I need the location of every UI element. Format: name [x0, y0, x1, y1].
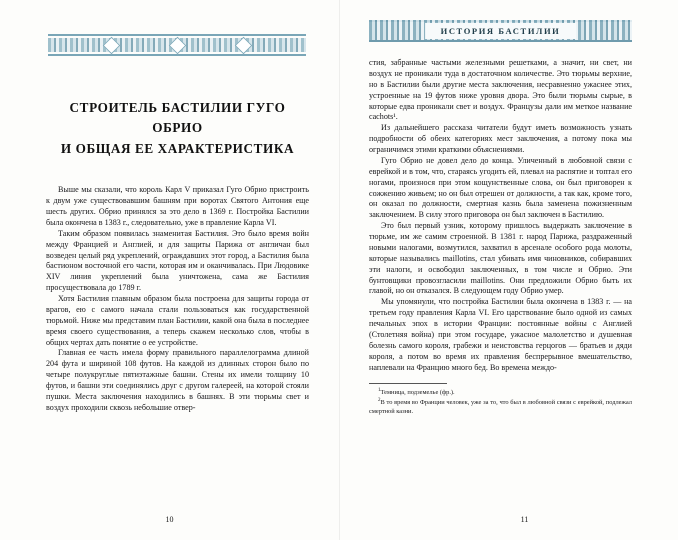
left-body-text [46, 185, 309, 413]
chapter-title [46, 98, 309, 159]
footnote-marker: 2 [378, 398, 381, 404]
paragraph: Мы упомянули, что постройка Бастилии была окончена в 1383 г. — на третьем году правления Карла VI. Его царствование было одной из самых печальных эпох в истории Франции: постоянные войны с Англией (Столетняя война) при этом государе, ужасное малолетство и душевная болезнь самого короля, грабежи и неистовства герцогов — братьев и дяди короля, а потом во время их правления беспрерывное вмешательство, наплевали на Францию много бед. Во времена междо- [369, 297, 632, 372]
running-head-edge-bottom [369, 40, 632, 42]
footnote-text: В то время во Франции человек, уже за то, что был в любовной связи с еврейкой, подлежал смертной казни. [369, 399, 632, 415]
running-head [369, 20, 632, 44]
footnote-item [369, 388, 632, 398]
footnote-text: Темница, подземелье (фр.). [380, 389, 455, 397]
right-body-text [369, 58, 632, 373]
paragraph: Таким образом появилась знаменитая Бастилия. Это было время войн между Францией и Англией, и для защиты Парижа от англичан был возведен целый ряд укреплений, ограждавших этот город, а Бастилия была бастионом восточной его части, которая им и оканчивалась. При Людовике XIV линия укреплений была уничтожена, сама же Бастилия просуществовала до 1789 г. [46, 228, 309, 293]
page-number-right: 11 [520, 515, 529, 524]
page-number-left: 10 [165, 515, 174, 524]
paragraph: Хотя Бастилия главным образом была построена для защиты города от врагов, ею с самого начала стали пользоваться как государственной тюрьмой. Ниже мы представим план Бастилии, какой она была в последнее время своего существования, а теперь скажем несколько слов, чтобы в общих чертах дать понятие о ее устройстве. [46, 294, 309, 347]
paragraph: стия, забранные частыми железными решетками, а значит, ни свет, ни воздух не проникали туда в достаточном количестве. Это тюрьмы верхние, но в Бастилии были другие места заключения, несравненно ужаснее этих, устроенные на 19 футов ниже уровня двора. Это были тюрьмы сырые, в которые едва проникали свет и воздух. Французы дали им меткое название cachots¹. [369, 58, 632, 122]
ornament-band [48, 32, 306, 58]
right-page [339, 0, 678, 540]
paragraph: Это был первый узник, которому пришлось выдержать заключение в тюрьме, им же самим строенной. В 1381 г. народ Парижа, раздраженный новыми налогами, возмутился, захватил в арсенале особого рода молоты, которые назывались maillotins, стал убивать имя чиновников, собиравших эти налоги, и освободил заключенных, в том числе и Обрио. Эти бунтовщики провозгласили maillotins. Они предложили Обрио быть их главой, но он отказался. В следующем году Обрио умер. [369, 221, 632, 296]
footnote-marker: 1 [378, 388, 381, 394]
paragraph: Выше мы сказали, что король Карл V приказал Гуго Обрио пристроить к двум уже существовавшим башням при воротах Святого Антония еще шесть других. Обрио принялся за это дело в 1369 г. Постройка Бастилии была окончена в 1383 г., следовательно, уже в правление Карла VI. [46, 185, 309, 227]
book-gutter [339, 0, 340, 540]
running-head-title: ИСТОРИЯ БАСТИЛИИ [425, 23, 577, 39]
paragraph: Из дальнейшего рассказа читатели будут иметь возможность узнать подробности об обеих категориях мест заключения, а потому пока мы ограничимся этими краткими объяснениями. [369, 123, 632, 154]
footnote-item [369, 398, 632, 416]
paragraph: Главная ее часть имела форму правильного параллелограмма длиной 204 фута и шириной 108 футов. На каждой из длинных сторон было по четыре полукруглые пятиэтажные башни. Стены их имели толщину 10 футов, и башни эти соединялись друг с другом галереей, на которой стояли пушки. Места заключения находились в башнях. В эти тюрьмы свет и воздух проходили сквозь небольшие отвер- [46, 348, 309, 412]
paragraph: Гуго Обрио не довел дело до конца. Уличенный в любовной связи с еврейкой и в том, что, стараясь угодить ей, плевал на распятие и топтал его ногами, произнося при этом кощунственные слова, он был приговорен к сожжению живьем; но он был отрешен от должности, а так как, кроме того, он оказал по должности, смертная казнь была заменена пожизненным заключением. В силу этого приговора он был заключен в Бастилию. [369, 155, 632, 220]
chapter-title-line-1: СТРОИТЕЛЬ БАСТИЛИИ ГУГО ОБРИО [69, 100, 286, 136]
footnotes [369, 383, 632, 416]
chapter-title-line-2: И ОБЩАЯ ЕЕ ХАРАКТЕРИСТИКА [60, 140, 295, 156]
